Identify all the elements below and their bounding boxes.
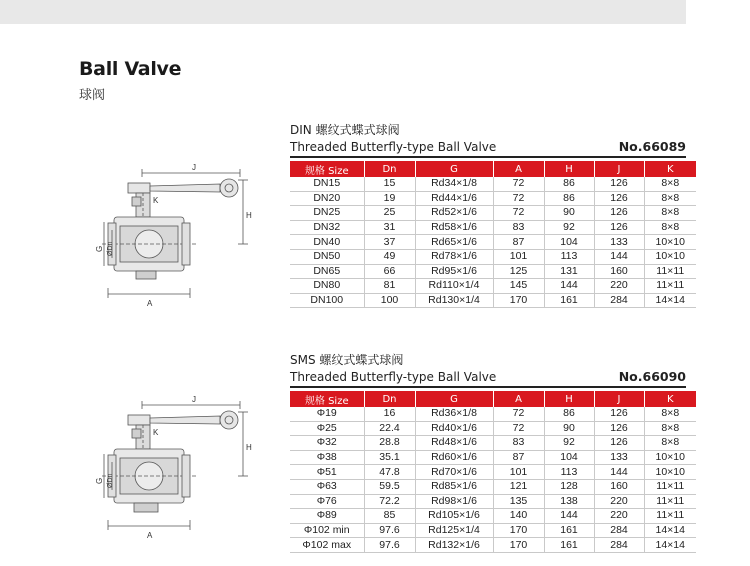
- table-cell: 72: [493, 407, 544, 421]
- table-cell: DN80: [290, 279, 364, 294]
- top-banner: [0, 0, 686, 24]
- table-row: [290, 206, 696, 221]
- sms-drawing-label-g: G: [95, 477, 104, 484]
- table-cell: 10×10: [644, 235, 696, 250]
- table-row: [290, 421, 696, 436]
- table-cell: 11×11: [644, 264, 696, 279]
- table-row: [290, 523, 696, 538]
- sms-drawing-label-a: A: [147, 531, 153, 540]
- din-drawing-label-k: K: [153, 196, 159, 205]
- table-cell: Rd58×1/6: [415, 220, 493, 235]
- table-cell: Φ102 min: [290, 523, 364, 538]
- table-cell: 86: [544, 407, 594, 421]
- sms-model-number: No.66090: [618, 369, 686, 384]
- table-row: [290, 436, 696, 451]
- table-cell: Φ19: [290, 407, 364, 421]
- table-cell: 87: [493, 235, 544, 250]
- table-cell: 72.2: [364, 494, 415, 509]
- table-cell: 49: [364, 249, 415, 264]
- table-cell: Rd44×1/6: [415, 191, 493, 206]
- table-cell: 104: [544, 450, 594, 465]
- table-cell: 16: [364, 407, 415, 421]
- column-header: K: [644, 161, 696, 177]
- table-row: [290, 279, 696, 294]
- table-cell: 92: [544, 220, 594, 235]
- table-cell: Φ38: [290, 450, 364, 465]
- column-header: H: [544, 161, 594, 177]
- table-cell: 14×14: [644, 293, 696, 308]
- table-cell: 31: [364, 220, 415, 235]
- table-row: [290, 494, 696, 509]
- sms-table-header: [290, 391, 696, 407]
- table-cell: 170: [493, 293, 544, 308]
- table-cell: 133: [594, 235, 644, 250]
- table-cell: 87: [493, 450, 544, 465]
- table-cell: 8×8: [644, 436, 696, 451]
- table-cell: Rd34×1/8: [415, 177, 493, 191]
- table-cell: Φ63: [290, 479, 364, 494]
- column-header: Dn: [364, 161, 415, 177]
- table-cell: 22.4: [364, 421, 415, 436]
- din-drawing-label-a: A: [147, 299, 153, 308]
- din-header-rule: [290, 156, 686, 158]
- table-cell: Φ25: [290, 421, 364, 436]
- sms-section-en-title: Threaded Butterfly-type Ball Valve: [290, 370, 497, 384]
- table-cell: 10×10: [644, 249, 696, 264]
- din-table-header: [290, 161, 696, 177]
- table-cell: 11×11: [644, 509, 696, 524]
- table-cell: 92: [544, 436, 594, 451]
- table-cell: Rd60×1/6: [415, 450, 493, 465]
- table-cell: 133: [594, 450, 644, 465]
- table-cell: Φ32: [290, 436, 364, 451]
- table-cell: 14×14: [644, 538, 696, 553]
- table-cell: 113: [544, 249, 594, 264]
- table-cell: DN20: [290, 191, 364, 206]
- table-cell: 83: [493, 436, 544, 451]
- table-cell: 8×8: [644, 407, 696, 421]
- table-row: [290, 191, 696, 206]
- table-row: [290, 264, 696, 279]
- sms-header-rule: [290, 386, 686, 388]
- table-cell: 72: [493, 421, 544, 436]
- table-cell: 135: [493, 494, 544, 509]
- table-cell: 97.6: [364, 538, 415, 553]
- table-cell: 144: [594, 249, 644, 264]
- table-row: [290, 538, 696, 553]
- table-cell: 81: [364, 279, 415, 294]
- table-cell: 126: [594, 206, 644, 221]
- din-drawing-label-j: J: [192, 163, 196, 172]
- din-section-header: [290, 138, 686, 156]
- table-cell: 97.6: [364, 523, 415, 538]
- table-cell: 161: [544, 293, 594, 308]
- table-cell: 126: [594, 220, 644, 235]
- sms-drawing-label-k: K: [153, 428, 159, 437]
- table-cell: Rd105×1/6: [415, 509, 493, 524]
- column-header: J: [594, 161, 644, 177]
- column-header: K: [644, 391, 696, 407]
- table-cell: 15: [364, 177, 415, 191]
- din-spec-table: [290, 161, 696, 308]
- table-cell: 126: [594, 177, 644, 191]
- table-cell: Rd65×1/6: [415, 235, 493, 250]
- table-row: [290, 509, 696, 524]
- table-cell: 220: [594, 509, 644, 524]
- din-drawing-label-h: H: [246, 211, 252, 220]
- table-cell: 126: [594, 407, 644, 421]
- table-cell: Rd132×1/6: [415, 538, 493, 553]
- table-cell: DN32: [290, 220, 364, 235]
- table-cell: 126: [594, 421, 644, 436]
- table-cell: 160: [594, 264, 644, 279]
- table-cell: DN15: [290, 177, 364, 191]
- table-cell: 144: [594, 465, 644, 480]
- table-cell: 37: [364, 235, 415, 250]
- table-cell: Rd95×1/6: [415, 264, 493, 279]
- table-cell: 101: [493, 249, 544, 264]
- column-header: 规格 Size: [290, 391, 364, 407]
- table-cell: Φ102 max: [290, 538, 364, 553]
- table-cell: 104: [544, 235, 594, 250]
- table-cell: 128: [544, 479, 594, 494]
- table-cell: 8×8: [644, 191, 696, 206]
- sms-spec-block: [290, 353, 686, 553]
- table-cell: 10×10: [644, 465, 696, 480]
- sms-section-cn-title: SMS 螺纹式蝶式球阀: [290, 353, 404, 367]
- table-cell: 47.8: [364, 465, 415, 480]
- table-cell: 100: [364, 293, 415, 308]
- table-cell: Rd52×1/6: [415, 206, 493, 221]
- table-cell: 90: [544, 206, 594, 221]
- table-cell: 160: [594, 479, 644, 494]
- din-drawing-label-g: G: [95, 245, 104, 252]
- table-cell: 14×14: [644, 523, 696, 538]
- din-section-cn-title: DIN 螺纹式蝶式球阀: [290, 123, 400, 137]
- table-row: [290, 479, 696, 494]
- table-cell: 11×11: [644, 479, 696, 494]
- page-subtitle: 球阀: [79, 88, 106, 103]
- table-cell: 284: [594, 538, 644, 553]
- table-row: [290, 450, 696, 465]
- table-cell: Φ89: [290, 509, 364, 524]
- table-cell: 35.1: [364, 450, 415, 465]
- table-cell: 126: [594, 191, 644, 206]
- table-row: [290, 293, 696, 308]
- table-cell: Rd98×1/6: [415, 494, 493, 509]
- table-cell: 86: [544, 191, 594, 206]
- table-cell: 72: [493, 206, 544, 221]
- table-cell: 72: [493, 191, 544, 206]
- table-cell: Rd110×1/4: [415, 279, 493, 294]
- column-header: G: [415, 391, 493, 407]
- table-cell: 101: [493, 465, 544, 480]
- table-cell: 220: [594, 279, 644, 294]
- table-cell: 145: [493, 279, 544, 294]
- table-cell: 59.5: [364, 479, 415, 494]
- table-cell: 83: [493, 220, 544, 235]
- table-cell: 72: [493, 177, 544, 191]
- table-cell: Rd125×1/4: [415, 523, 493, 538]
- table-row: [290, 465, 696, 480]
- table-row: [290, 407, 696, 421]
- column-header: G: [415, 161, 493, 177]
- column-header: 规格 Size: [290, 161, 364, 177]
- column-header: A: [493, 161, 544, 177]
- table-cell: 10×10: [644, 450, 696, 465]
- table-row: [290, 220, 696, 235]
- table-cell: 8×8: [644, 220, 696, 235]
- table-cell: 11×11: [644, 279, 696, 294]
- table-cell: 161: [544, 538, 594, 553]
- table-cell: 8×8: [644, 421, 696, 436]
- table-cell: 86: [544, 177, 594, 191]
- table-cell: 28.8: [364, 436, 415, 451]
- din-section-en-title: Threaded Butterfly-type Ball Valve: [290, 140, 497, 154]
- table-row: [290, 235, 696, 250]
- table-cell: 11×11: [644, 494, 696, 509]
- table-cell: Rd40×1/6: [415, 421, 493, 436]
- table-row: [290, 177, 696, 191]
- din-valve-drawing: [95, 160, 258, 310]
- table-cell: Rd70×1/6: [415, 465, 493, 480]
- table-cell: 170: [493, 523, 544, 538]
- table-cell: Φ76: [290, 494, 364, 509]
- sms-spec-table: [290, 391, 696, 553]
- table-cell: 126: [594, 436, 644, 451]
- table-cell: 161: [544, 523, 594, 538]
- table-cell: 140: [493, 509, 544, 524]
- table-cell: Rd85×1/6: [415, 479, 493, 494]
- table-cell: 113: [544, 465, 594, 480]
- table-cell: 25: [364, 206, 415, 221]
- sms-valve-drawing: [95, 392, 258, 542]
- table-cell: 131: [544, 264, 594, 279]
- table-cell: 220: [594, 494, 644, 509]
- din-drawing-label-dn: ØDn: [107, 241, 114, 256]
- table-cell: Φ51: [290, 465, 364, 480]
- table-cell: 144: [544, 509, 594, 524]
- table-cell: 85: [364, 509, 415, 524]
- sms-drawing-label-dn: ØDn: [107, 473, 114, 488]
- table-cell: DN25: [290, 206, 364, 221]
- table-cell: 284: [594, 523, 644, 538]
- table-cell: Rd78×1/6: [415, 249, 493, 264]
- table-cell: Rd130×1/4: [415, 293, 493, 308]
- table-cell: DN65: [290, 264, 364, 279]
- din-spec-block: [290, 123, 686, 308]
- table-cell: 284: [594, 293, 644, 308]
- table-row: [290, 249, 696, 264]
- page-title: Ball Valve: [79, 58, 182, 80]
- table-cell: DN50: [290, 249, 364, 264]
- column-header: J: [594, 391, 644, 407]
- sms-section-header: [290, 368, 686, 386]
- column-header: A: [493, 391, 544, 407]
- table-cell: 8×8: [644, 206, 696, 221]
- column-header: Dn: [364, 391, 415, 407]
- table-cell: 121: [493, 479, 544, 494]
- table-cell: 66: [364, 264, 415, 279]
- table-cell: 8×8: [644, 177, 696, 191]
- table-cell: Rd48×1/6: [415, 436, 493, 451]
- sms-drawing-label-h: H: [246, 443, 252, 452]
- table-cell: Rd36×1/8: [415, 407, 493, 421]
- table-cell: 144: [544, 279, 594, 294]
- table-cell: 125: [493, 264, 544, 279]
- table-cell: DN40: [290, 235, 364, 250]
- sms-drawing-label-j: J: [192, 395, 196, 404]
- table-cell: 19: [364, 191, 415, 206]
- din-model-number: No.66089: [618, 139, 686, 154]
- table-cell: 170: [493, 538, 544, 553]
- column-header: H: [544, 391, 594, 407]
- table-cell: DN100: [290, 293, 364, 308]
- table-cell: 138: [544, 494, 594, 509]
- table-cell: 90: [544, 421, 594, 436]
